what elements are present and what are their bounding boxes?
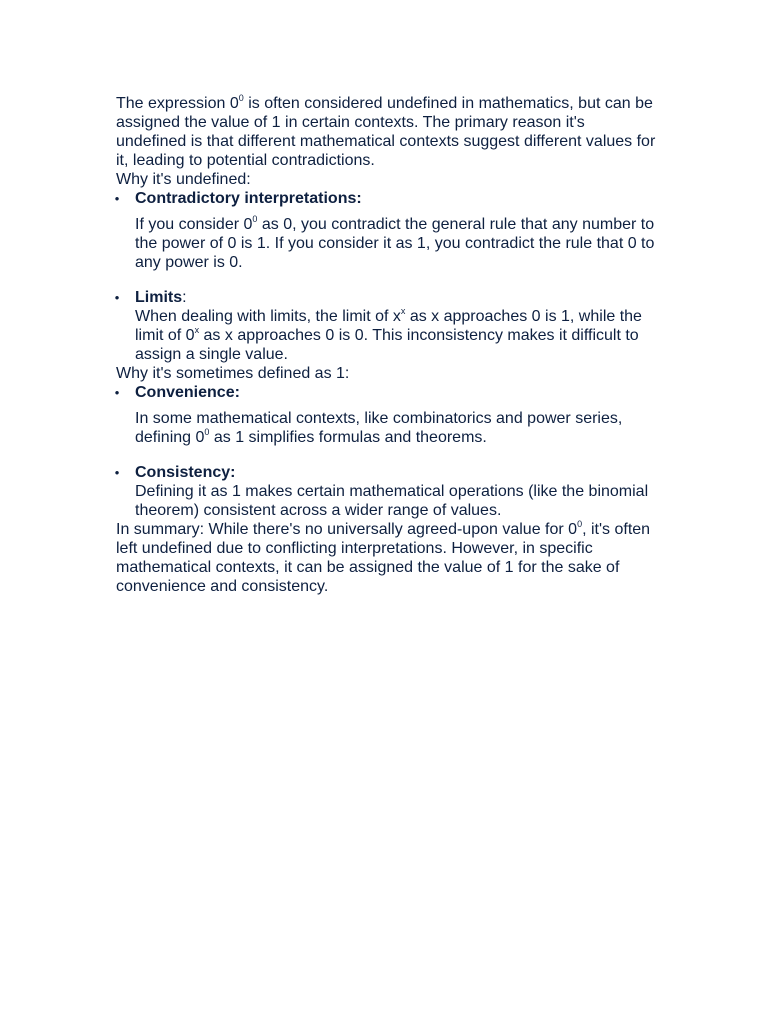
list-item-limits [116,288,656,364]
intro-text-1: The expression 0 [116,95,239,112]
summary-text-1: In summary: While there's no universally agreed-upon value for 0 [116,521,578,538]
bullet-icon: • [114,465,120,480]
item-text-convenience-1: In some mathematical contexts, like combinatorics and power series, defining 0 [135,410,623,446]
section-heading-defined: Why it's sometimes defined as 1: [116,365,350,382]
item-text-convenience-2: as 1 simplifies formulas and theorems. [209,429,487,446]
document-body [116,94,656,596]
bullet-icon: • [114,191,120,206]
item-title-limits-colon: : [182,289,187,306]
bullet-icon: • [114,385,120,400]
item-title-consistency: Consistency: [135,464,236,481]
list-item-convenience [116,383,656,463]
defined-reasons-list [116,383,656,520]
summary-superscript: 0 [577,519,583,529]
bullet-icon: • [114,290,120,305]
item-text-limits-3: as x approaches 0 is 0. This inconsistency makes it difficult to assign a single value. [135,327,639,363]
intro-superscript: 0 [238,93,244,103]
item-text-contradictory-1: If you consider 0 [135,216,253,233]
intro-paragraph [116,94,656,170]
item-text-limits-1: When dealing with limits, the limit of x [135,308,401,325]
item-text-consistency: Defining it as 1 makes certain mathematical operations (like the binomial theorem) consistent across a wider range of values. [135,483,649,519]
list-item-consistency [116,463,656,520]
section-heading-undefined: Why it's undefined: [116,171,251,188]
list-item-contradictory [116,189,656,288]
item-title-convenience: Convenience: [135,384,240,401]
item-superscript-contradictory: 0 [252,214,258,224]
summary-text-2: , it's often left undefined due to conflicting interpretations. However, in specific mathematical contexts, it can be assigned the value of 1 for the sake of convenience and consistency. [116,521,651,595]
undefined-reasons-list [116,189,656,364]
item-superscript-convenience: 0 [204,427,210,437]
summary-paragraph [116,520,656,596]
item-superscript-limits-2: x [194,325,200,335]
item-superscript-limits-1: x [400,306,406,316]
item-title-limits: Limits [135,289,183,306]
item-text-contradictory-2: as 0, you contradict the general rule that any number to the power of 0 is 1. If you consider it as 1, you contradict the rule that 0 to any power is 0. [135,216,655,271]
item-text-limits-2: as x approaches 0 is 1, while the limit of 0 [135,308,642,344]
intro-text-2: is often considered undefined in mathematics, but can be assigned the value of 1 in certain contexts. The primary reason it's undefined is that different mathematical contexts suggest different values for it, leading to potential contradictions. [116,95,656,169]
item-title-contradictory: Contradictory interpretations: [135,190,362,207]
